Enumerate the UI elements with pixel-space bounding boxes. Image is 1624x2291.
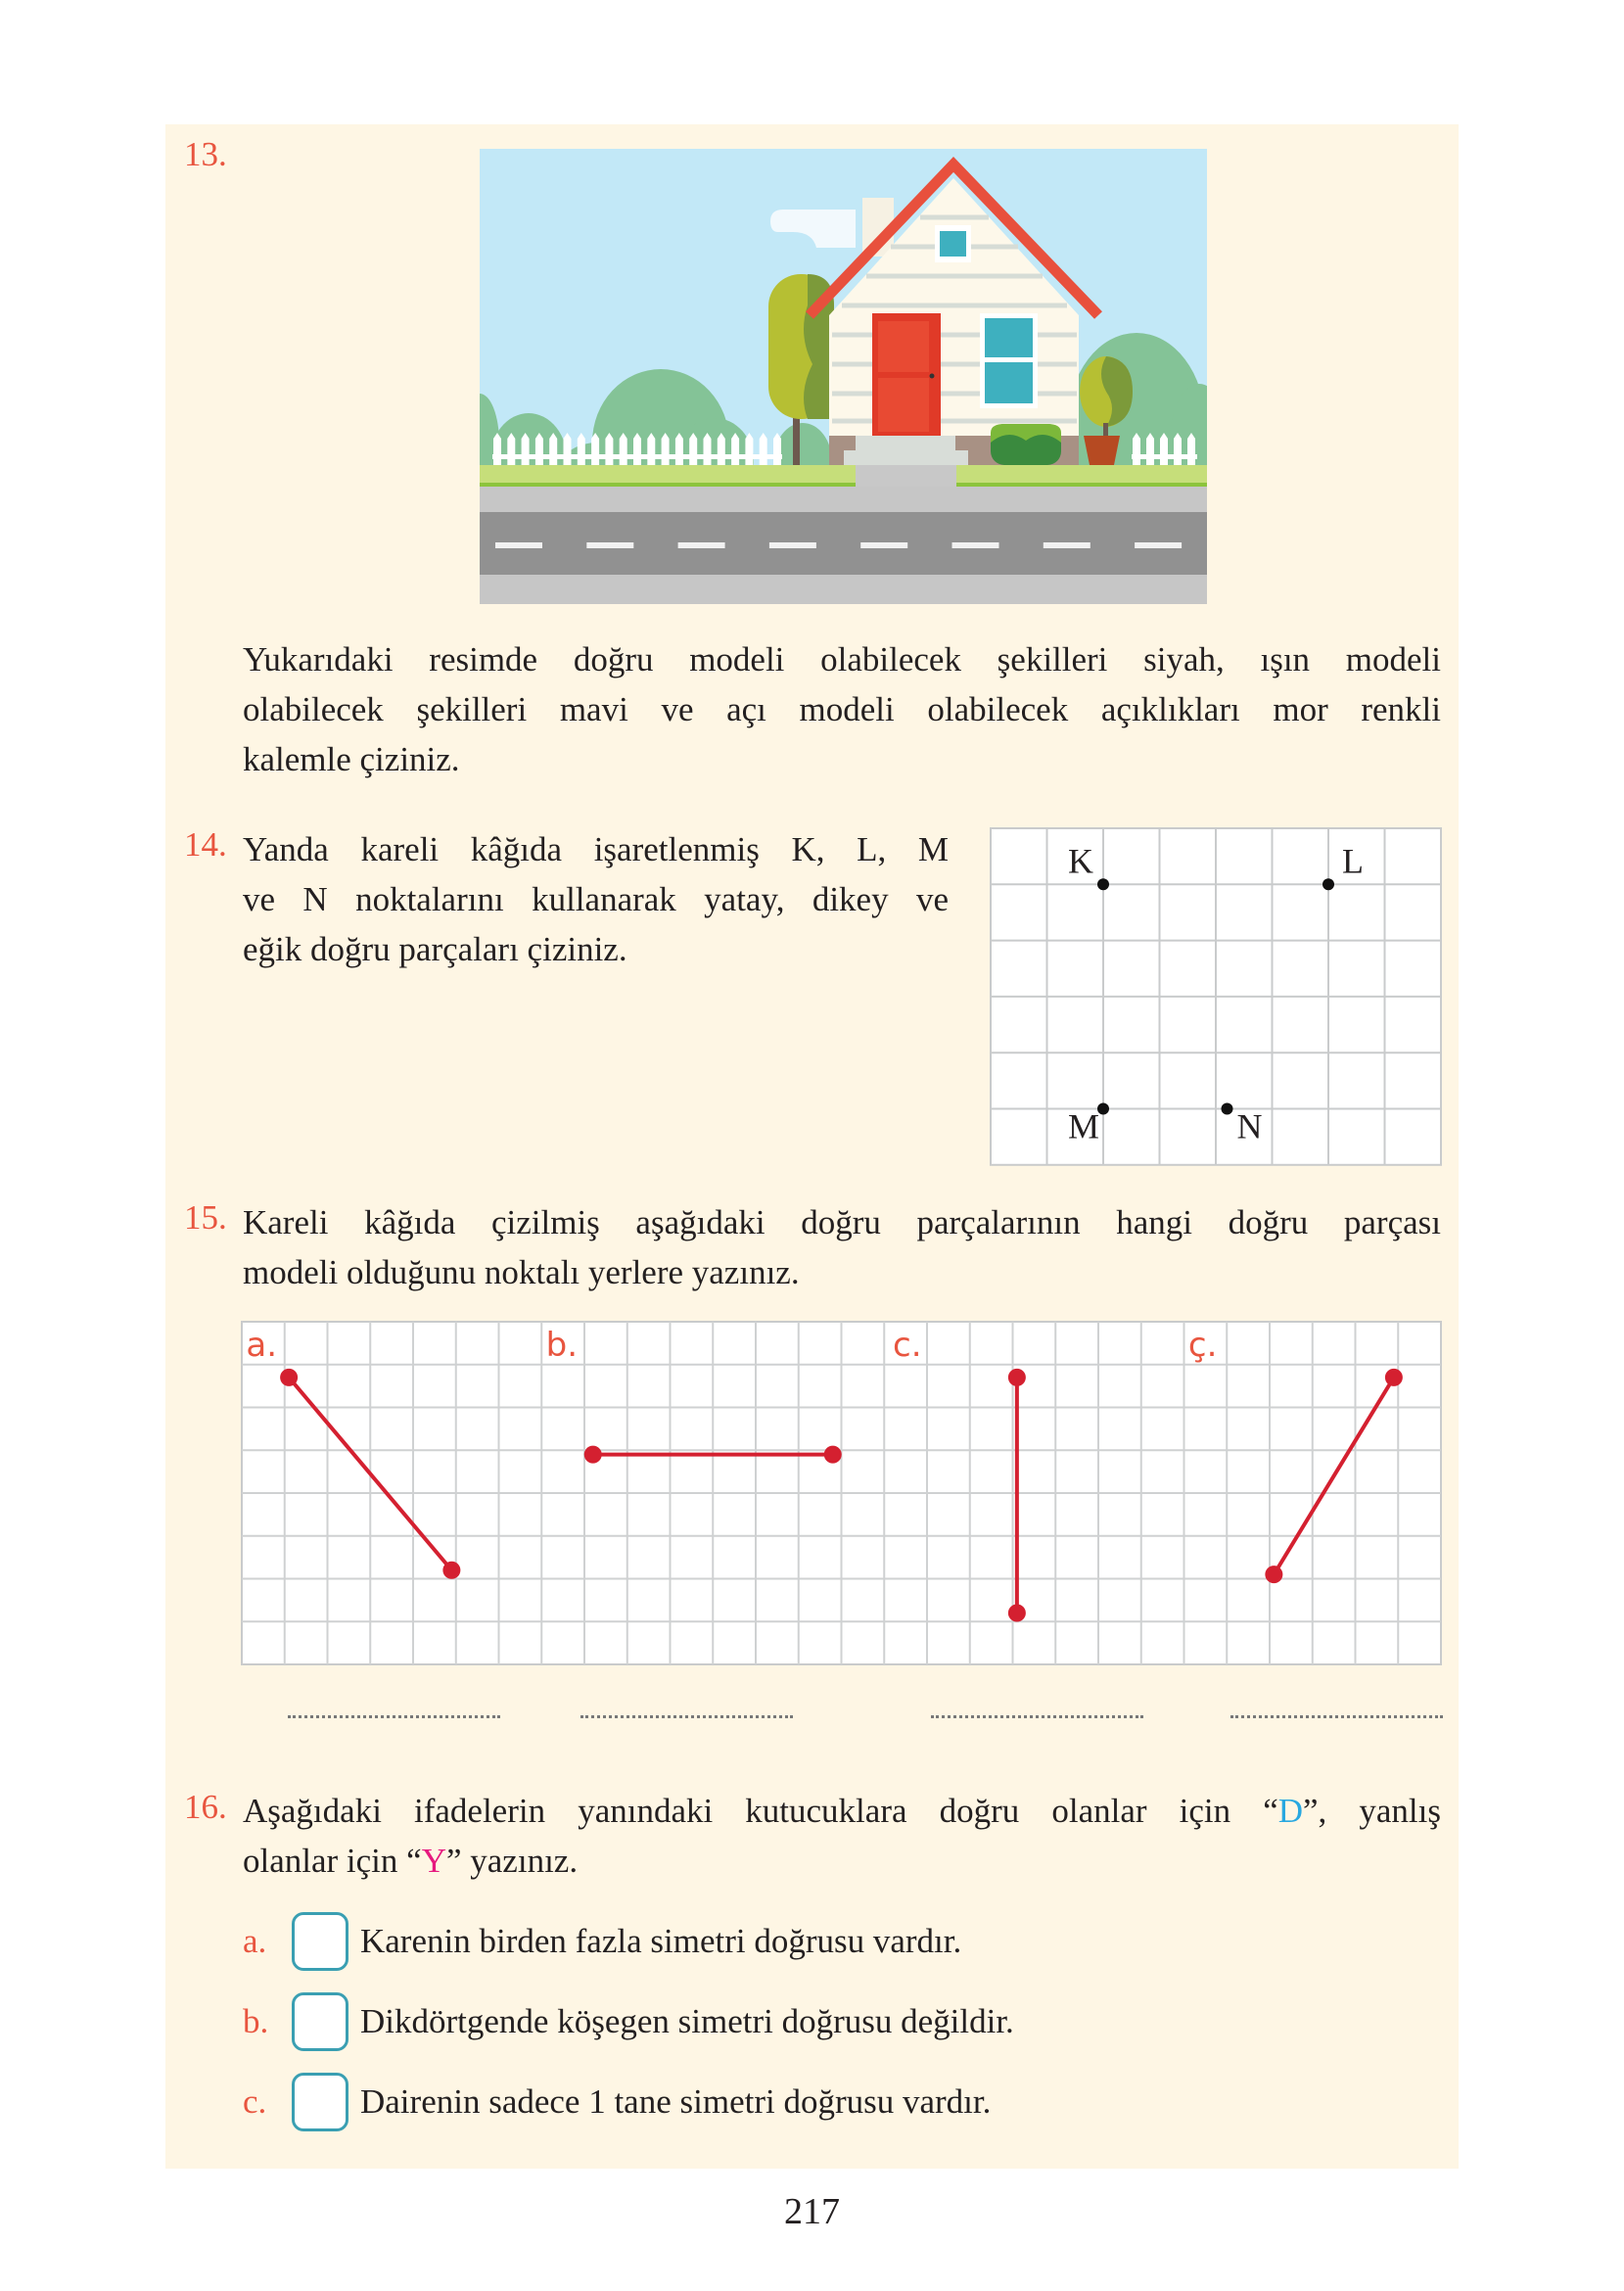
question-13-number: 13.	[184, 135, 227, 173]
steps	[856, 436, 955, 450]
text: olanlar için “	[243, 1842, 422, 1880]
item-letter: c.	[243, 2082, 267, 2121]
statement-b	[243, 1989, 1014, 2054]
answer-blank-a[interactable]	[288, 1702, 500, 1718]
question-13-text	[243, 634, 1441, 784]
text-line: olabilecek şekilleri mavi ve açı modeli olabilecek açıklıkları mor renkli	[243, 690, 1441, 728]
statement-a	[243, 1909, 961, 1974]
point-label: N	[1236, 1106, 1263, 1146]
point-l	[1322, 878, 1334, 890]
square-grid-klmn	[989, 827, 1443, 1166]
statement-text: Karenin birden fazla simetri doğrusu vardır.	[360, 1922, 962, 1960]
sidewalk	[480, 487, 1207, 512]
question-16-number: 16.	[184, 1788, 227, 1826]
road-dash	[586, 542, 633, 548]
text: ” yazınız.	[445, 1842, 579, 1880]
segment-endpoint	[1385, 1369, 1403, 1386]
text-line: Yukarıdaki resimde doğru modeli olabilecek şekilleri siyah, ışın modeli	[243, 640, 1441, 678]
text-line: Yanda kareli kâğıda işaretlenmiş K, L, M	[243, 830, 949, 868]
point-k	[1097, 878, 1109, 890]
segment-endpoint	[280, 1369, 298, 1386]
question-14-number: 14.	[184, 825, 227, 864]
answer-box-b[interactable]	[292, 1992, 348, 2051]
item-letter: b.	[243, 2002, 269, 2040]
segment-endpoint	[1008, 1605, 1026, 1622]
text-line: modeli olduğunu noktalı yerlere yazınız.	[243, 1253, 800, 1291]
true-letter: D	[1277, 1792, 1304, 1830]
statement-text: Dairenin sadece 1 tane simetri doğrusu vardır.	[360, 2082, 992, 2121]
segment-endpoint	[442, 1562, 460, 1579]
question-15-text	[243, 1197, 1441, 1297]
road-dash	[495, 542, 542, 548]
answer-box-a[interactable]	[292, 1912, 348, 1971]
segment-endpoint	[1008, 1369, 1026, 1386]
segment-endpoint	[584, 1446, 602, 1464]
text-line: Kareli kâğıda çizilmiş aşağıdaki doğru parçalarının hangi doğru parçası	[243, 1203, 1441, 1241]
answer-blank-b[interactable]	[580, 1702, 793, 1718]
question-15-number: 15.	[184, 1198, 227, 1237]
text-line: eğik doğru parçaları çiziniz.	[243, 930, 627, 968]
text: Aşağıdaki ifadelerin yanındaki kutucuklara doğru olanlar için “	[243, 1792, 1278, 1830]
house-illustration	[480, 149, 1207, 604]
statement-text: Dikdörtgende köşegen simetri doğrusu değildir.	[360, 2002, 1014, 2040]
flower-pot	[1084, 436, 1120, 465]
statement-c	[243, 2070, 991, 2134]
segment-label: a.	[246, 1326, 278, 1365]
square-grid-segments	[241, 1321, 1445, 1667]
road-dash	[769, 542, 816, 548]
item-letter: a.	[243, 1922, 267, 1960]
point-n	[1222, 1103, 1233, 1115]
text-line: ve N noktalarını kullanarak yatay, dikey ve	[243, 880, 949, 918]
road-dash	[1135, 542, 1182, 548]
answer-blank-c[interactable]	[931, 1702, 1143, 1718]
road-dash	[952, 542, 999, 548]
road-dash	[678, 542, 725, 548]
road-dash	[1044, 542, 1090, 548]
page-number: 217	[784, 2191, 840, 2232]
segment-label: c.	[893, 1326, 922, 1365]
false-letter: Y	[421, 1842, 446, 1880]
point-label: M	[1068, 1106, 1100, 1146]
segment-label: b.	[545, 1326, 579, 1365]
segment-endpoint	[824, 1446, 842, 1464]
text: ”, yanlış	[1303, 1792, 1441, 1830]
answer-blank-c-cedilla[interactable]	[1230, 1702, 1443, 1718]
answer-box-c[interactable]	[292, 2073, 348, 2131]
point-label: K	[1068, 841, 1093, 881]
segment-label: ç.	[1187, 1326, 1218, 1365]
question-16-text	[243, 1786, 1441, 1886]
segment-endpoint	[1265, 1566, 1282, 1583]
question-14-text	[243, 824, 949, 974]
text-line: kalemle çiziniz.	[243, 740, 460, 778]
point-label: L	[1342, 841, 1364, 881]
road-dash	[860, 542, 907, 548]
